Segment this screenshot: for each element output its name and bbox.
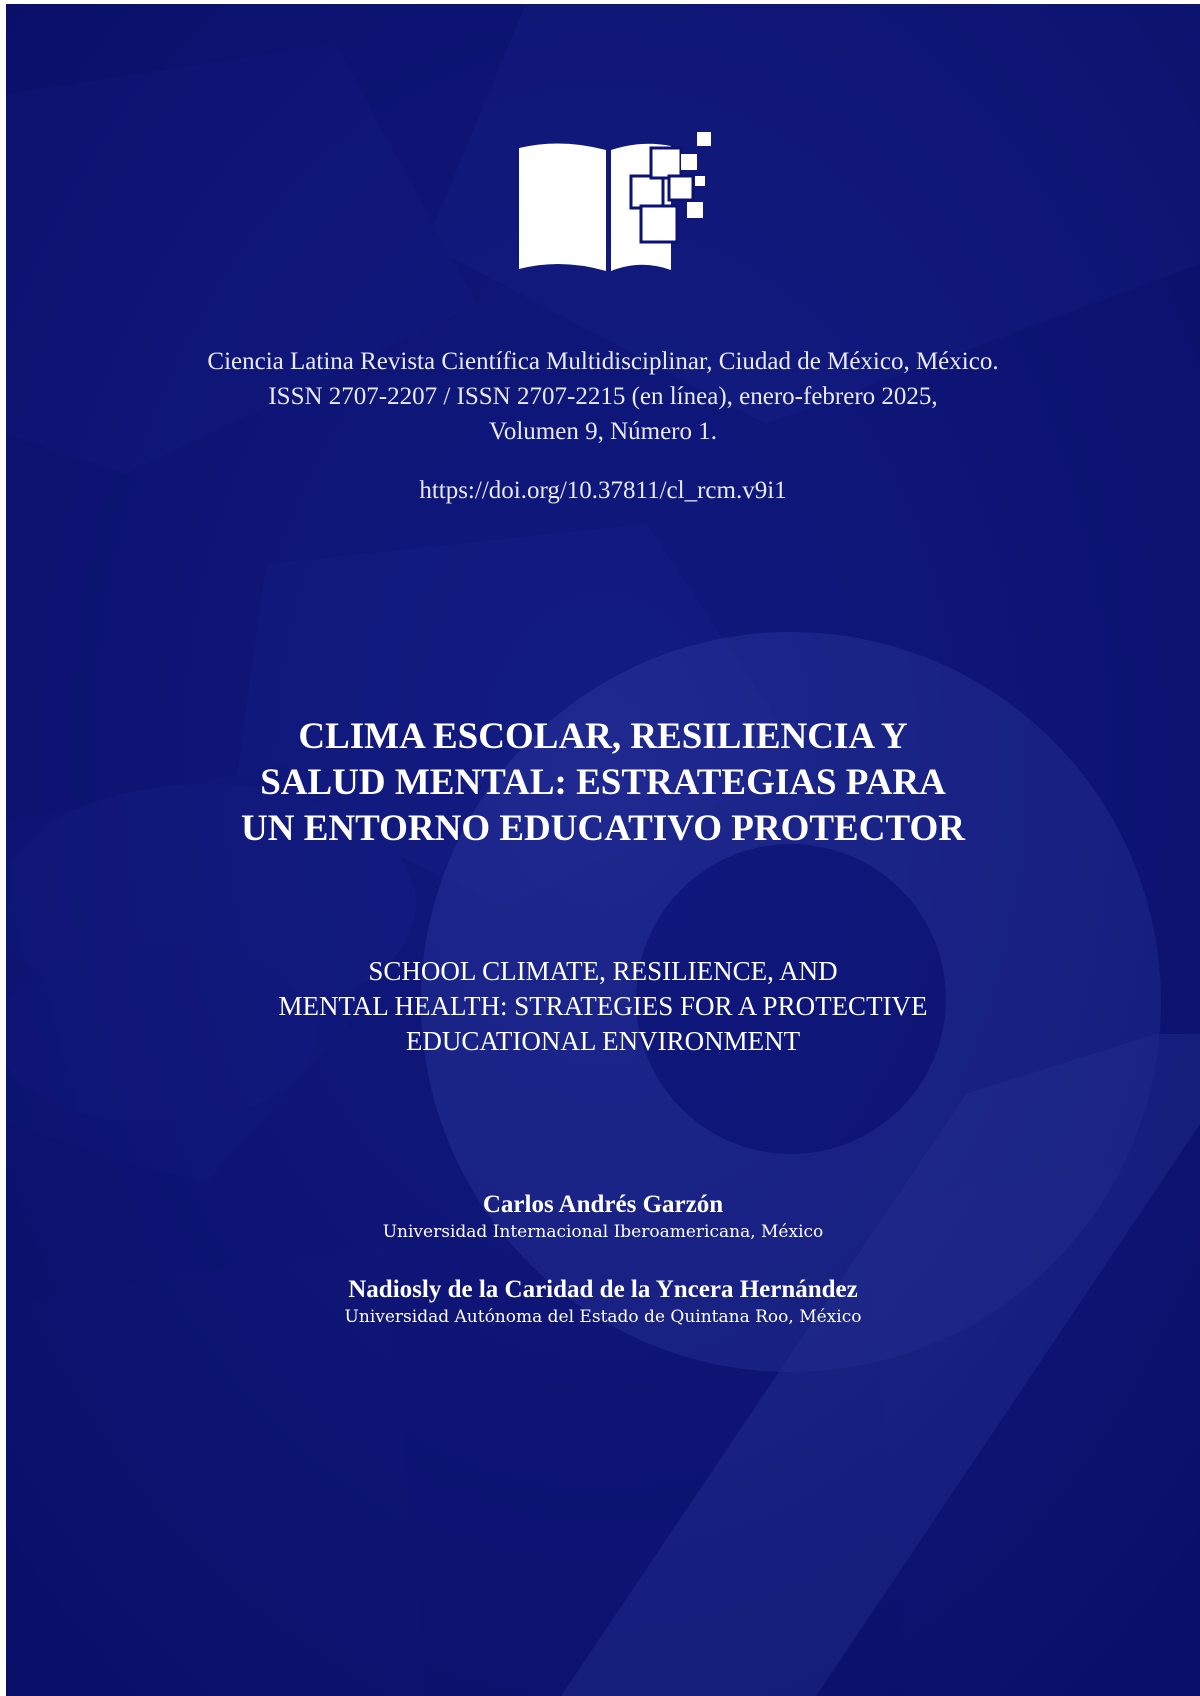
title-es-line: UN ENTORNO EDUCATIVO PROTECTOR xyxy=(241,808,965,849)
author-affiliation: Universidad Internacional Iberoamericana, México xyxy=(382,1222,824,1242)
journal-info xyxy=(6,344,1200,508)
title-es-line: SALUD MENTAL: ESTRATEGIAS PARA xyxy=(260,762,946,803)
journal-line-3: Volumen 9, Número 1. xyxy=(489,418,717,445)
journal-line-2: ISSN 2707-2207 / ISSN 2707-2215 (en línea), enero-febrero 2025, xyxy=(268,383,938,410)
journal-line-1: Ciencia Latina Revista Científica Multidisciplinar, Ciudad de México, México. xyxy=(207,348,999,375)
author-block xyxy=(66,1275,1140,1329)
author-affiliation: Universidad Autónoma del Estado de Quintana Roo, México xyxy=(344,1307,862,1327)
article-title-spanish xyxy=(66,714,1140,852)
title-es-line: CLIMA ESCOLAR, RESILIENCIA Y xyxy=(298,716,908,757)
doi-link[interactable]: https://doi.org/10.37811/cl_rcm.v9i1 xyxy=(419,477,787,504)
title-en-line: SCHOOL CLIMATE, RESILIENCE, AND xyxy=(368,956,838,986)
open-book-with-squares-logo xyxy=(511,128,721,278)
author-block xyxy=(66,1190,1140,1244)
author-name: Nadiosly de la Caridad de la Yncera Hernández xyxy=(348,1276,858,1303)
article-title-english xyxy=(66,954,1140,1059)
journal-cover xyxy=(6,4,1200,1696)
title-en-line: EDUCATIONAL ENVIRONMENT xyxy=(405,1026,801,1056)
title-en-line: MENTAL HEALTH: STRATEGIES FOR A PROTECTIVE xyxy=(278,991,928,1021)
author-name: Carlos Andrés Garzón xyxy=(482,1191,724,1218)
